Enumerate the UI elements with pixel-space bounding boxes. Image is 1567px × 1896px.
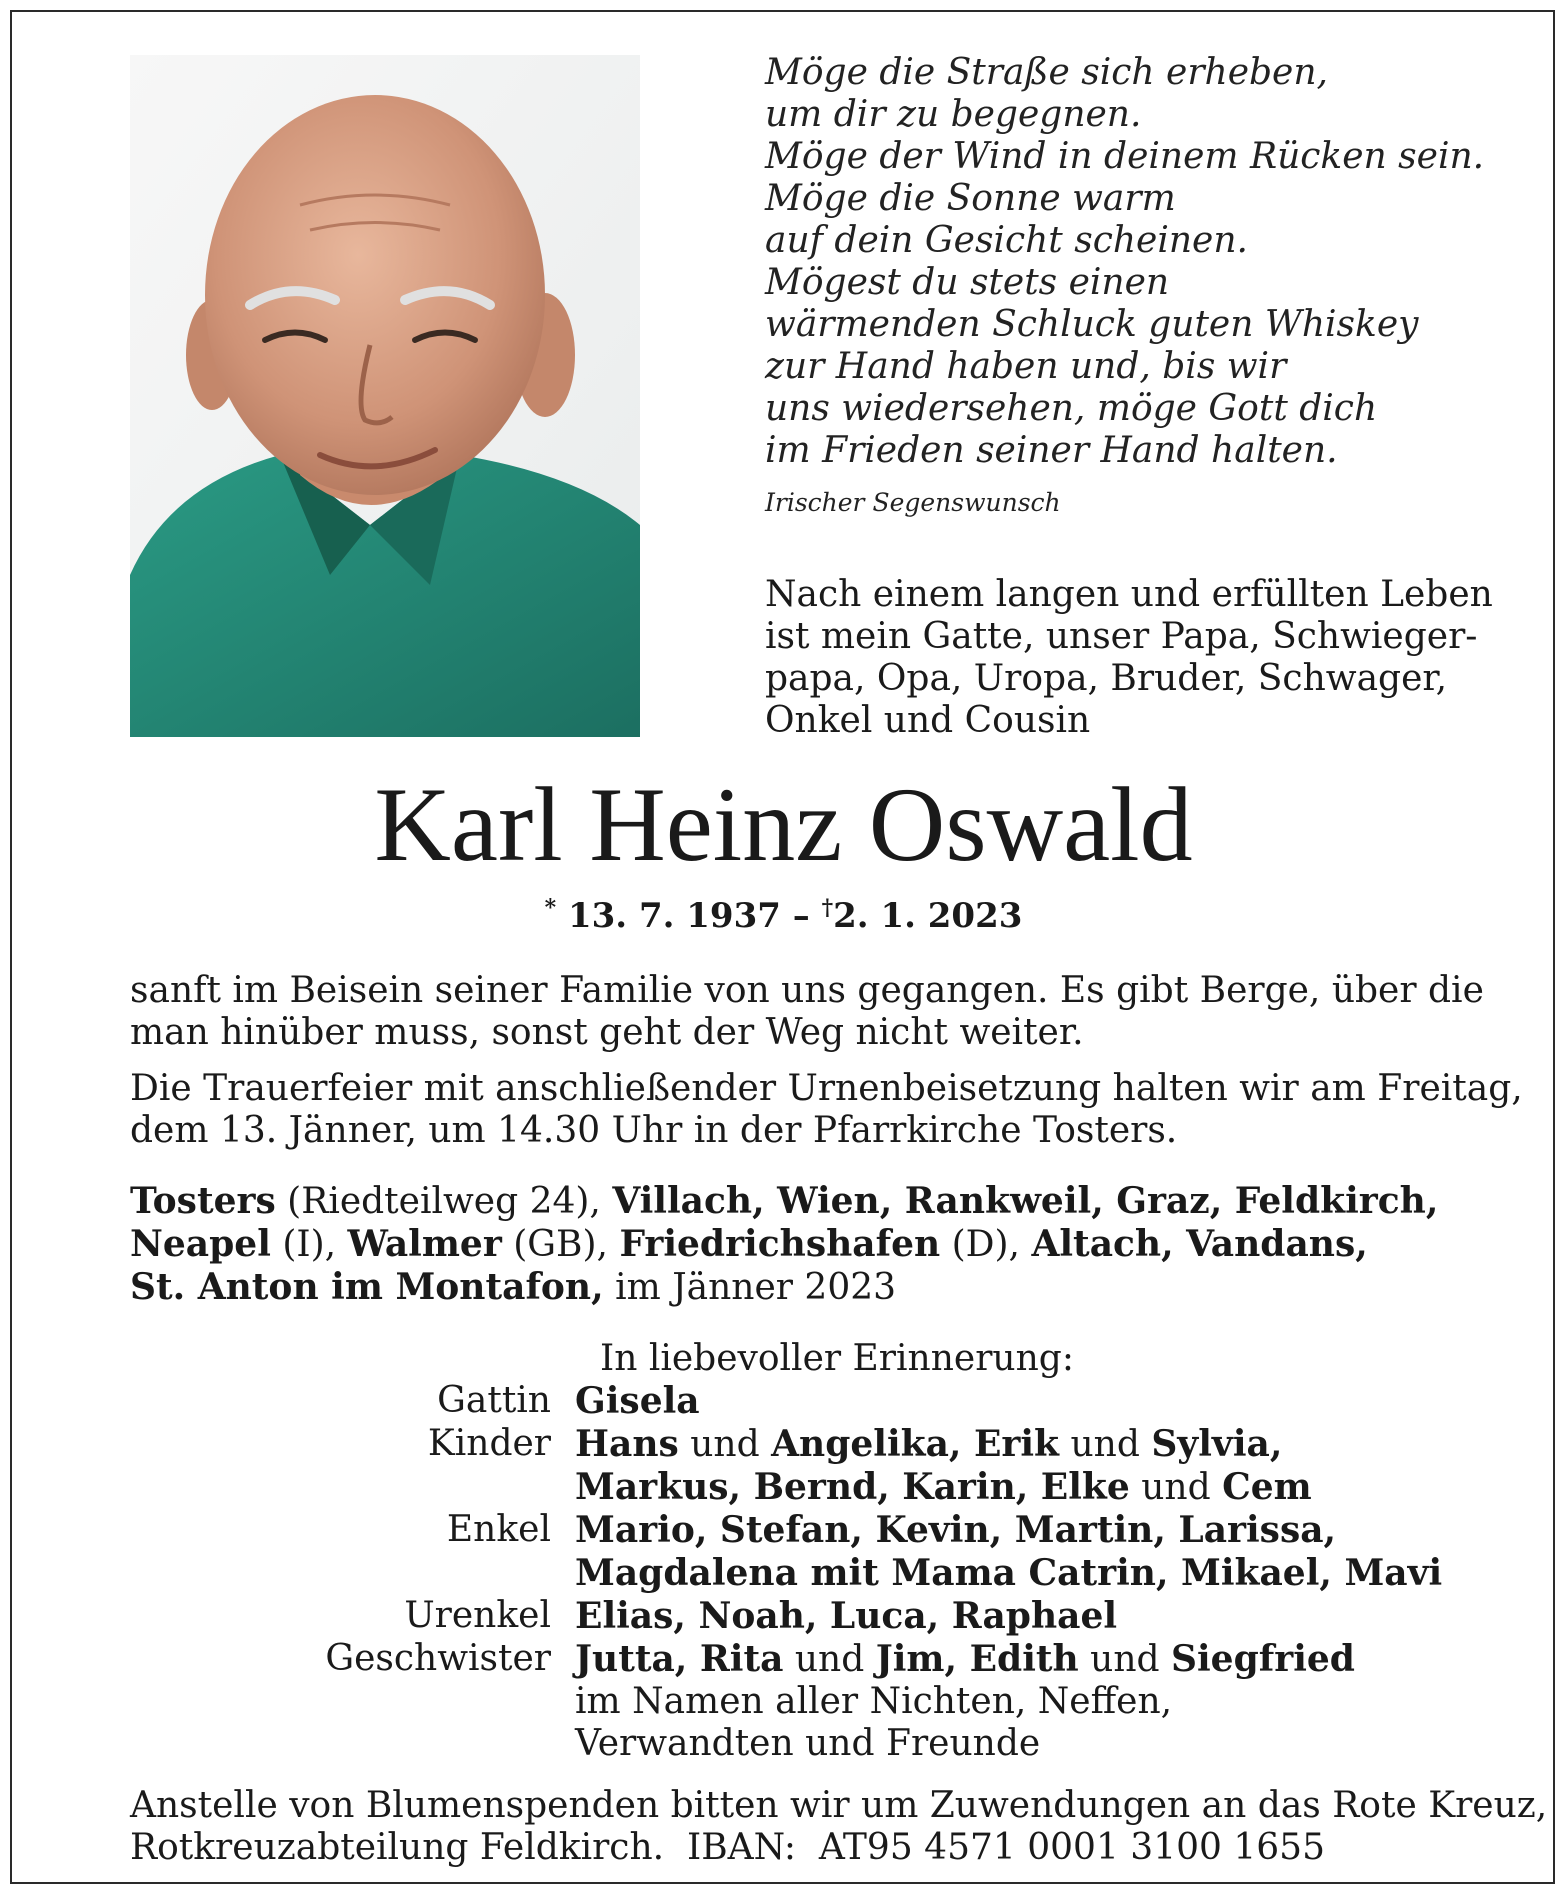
family-row <box>130 1723 1442 1765</box>
death-mark: † <box>821 895 834 921</box>
family-row <box>130 1380 1442 1423</box>
friedrichshafen-country: (D), <box>940 1224 1032 1265</box>
poem-line: Mögest du stets einen <box>765 262 1170 303</box>
passing-line: man hinüber muss, sonst geht der Weg nicht weiter. <box>130 1012 1084 1053</box>
intro-line: Nach einem langen und erfüllten Leben <box>765 574 1493 615</box>
name-kinder: Sylvia, <box>1151 1423 1283 1465</box>
name-kinder: Hans <box>575 1423 679 1465</box>
family-names <box>575 1595 1117 1638</box>
ceremony-text <box>130 1068 1523 1152</box>
poem-line: Möge die Sonne warm <box>765 178 1176 219</box>
passing-text <box>130 970 1484 1054</box>
birth-date: 13. 7. 1937 <box>567 896 781 936</box>
intro-text <box>765 574 1493 742</box>
role-label: Gattin <box>437 1380 551 1421</box>
poem-line: wärmenden Schluck guten Whiskey <box>765 304 1419 345</box>
neapel-country: (I), <box>270 1224 348 1265</box>
family-names <box>575 1509 1336 1552</box>
birth-mark: * <box>544 895 557 921</box>
walmer-country: (GB), <box>501 1224 620 1265</box>
family-names <box>575 1638 1355 1681</box>
life-dates <box>0 895 1567 936</box>
ceremony-line: Die Trauerfeier mit anschließender Urnenbeisetzung halten wir am Freitag, <box>130 1068 1523 1109</box>
family-row <box>130 1552 1442 1595</box>
places-date-note: im Jänner 2023 <box>603 1267 897 1308</box>
places-text <box>130 1180 1440 1309</box>
place-neapel: Neapel <box>130 1223 271 1265</box>
places-line <box>130 1180 1440 1223</box>
tosters-address: (Riedteilweg 24), <box>275 1181 613 1222</box>
conjunction: und <box>1078 1639 1171 1680</box>
intro-line: ist mein Gatte, unser Papa, Schwieger- <box>765 616 1478 657</box>
places-line <box>130 1223 1440 1266</box>
role-label <box>130 1552 575 1595</box>
role-label: Enkel <box>446 1509 551 1550</box>
family-names <box>575 1552 1442 1595</box>
places-line <box>130 1266 1440 1309</box>
conjunction: und <box>1059 1424 1152 1465</box>
conjunction: und <box>1129 1467 1223 1508</box>
role-label <box>130 1681 575 1723</box>
role-label <box>130 1466 575 1509</box>
name-enkel: Magdalena mit Mama Catrin, Mikael, Mavi <box>575 1552 1443 1594</box>
places-group2: Altach, Vandans, <box>1031 1223 1368 1265</box>
poem-line: zur Hand haben und, bis wir <box>765 346 1287 387</box>
blessing-poem <box>765 52 1485 472</box>
donation-line: Anstelle von Blumenspenden bitten wir um Zuwendungen an das Rote Kreuz, <box>130 1785 1548 1826</box>
family-row <box>130 1681 1442 1723</box>
family-list <box>130 1380 1442 1765</box>
role-label <box>130 1723 575 1765</box>
poem-line: uns wiedersehen, möge Gott dich <box>765 388 1378 429</box>
conjunction: und <box>783 1639 876 1680</box>
family-names <box>575 1466 1312 1509</box>
donation-note <box>130 1785 1548 1869</box>
date-separator: – <box>792 896 810 936</box>
poem-line: im Frieden seiner Hand halten. <box>765 430 1338 471</box>
role-label: Geschwister <box>325 1638 551 1679</box>
name-geschwister: Siegfried <box>1171 1638 1355 1680</box>
name-kinder: Cem <box>1222 1466 1312 1508</box>
donation-prefix: Rotkreuzabteilung Feldkirch. IBAN: <box>130 1827 819 1868</box>
ceremony-line: dem 13. Jänner, um 14.30 Uhr in der Pfarrkirche Tosters. <box>130 1110 1178 1151</box>
family-row <box>130 1423 1442 1466</box>
name-geschwister: Jim, Edith <box>875 1638 1079 1680</box>
passing-line: sanft im Beisein seiner Familie von uns gegangen. Es gibt Berge, über die <box>130 970 1484 1011</box>
family-row <box>130 1509 1442 1552</box>
conjunction: und <box>678 1424 772 1465</box>
poem-line: Möge der Wind in deinem Rücken sein. <box>765 136 1485 177</box>
poem-source: Irischer Segenswunsch <box>765 488 1061 517</box>
name-gattin: Gisela <box>575 1380 700 1422</box>
death-date: 2. 1. 2023 <box>833 896 1023 936</box>
donation-line <box>130 1827 1440 1869</box>
deceased-name: Karl Heinz Oswald <box>374 766 1193 883</box>
name-enkel: Mario, Stefan, Kevin, Martin, Larissa, <box>575 1509 1337 1551</box>
intro-line: papa, Opa, Uropa, Bruder, Schwager, <box>765 658 1448 699</box>
name-urenkel: Elias, Noah, Luca, Raphael <box>575 1595 1118 1637</box>
family-names <box>575 1423 1282 1466</box>
portrait-photo <box>130 55 640 737</box>
poem-line: Möge die Straße sich erheben, <box>765 52 1328 93</box>
name-kinder: Markus, Bernd, Karin, Elke <box>575 1466 1130 1508</box>
name-kinder: Angelika, Erik <box>771 1423 1059 1465</box>
role-label: Kinder <box>427 1423 551 1464</box>
intro-line: Onkel und Cousin <box>765 700 1091 741</box>
place-st-anton: St. Anton im Montafon, <box>130 1266 604 1308</box>
family-row <box>130 1466 1442 1509</box>
portrait-illustration <box>130 55 640 737</box>
place-friedrichshafen: Friedrichshafen <box>619 1223 941 1265</box>
place-tosters: Tosters <box>130 1180 276 1222</box>
family-names <box>575 1380 700 1423</box>
family-row <box>130 1638 1442 1681</box>
role-label: Urenkel <box>404 1595 551 1636</box>
name-geschwister: Jutta, Rita <box>575 1638 784 1680</box>
place-walmer: Walmer <box>347 1223 502 1265</box>
family-row <box>130 1595 1442 1638</box>
others-text: Verwandten und Freunde <box>575 1723 1041 1764</box>
memory-heading: In liebevoller Erinnerung: <box>600 1338 1074 1379</box>
poem-line: auf dein Gesicht scheinen. <box>765 220 1248 261</box>
poem-line: um dir zu begegnen. <box>765 94 1142 135</box>
places-group1: Villach, Wien, Rankweil, Graz, Feldkirch, <box>612 1180 1439 1222</box>
others-text: im Namen aller Nichten, Neffen, <box>575 1681 1173 1722</box>
iban-number: AT95 4571 0001 3100 1655 <box>818 1827 1325 1868</box>
